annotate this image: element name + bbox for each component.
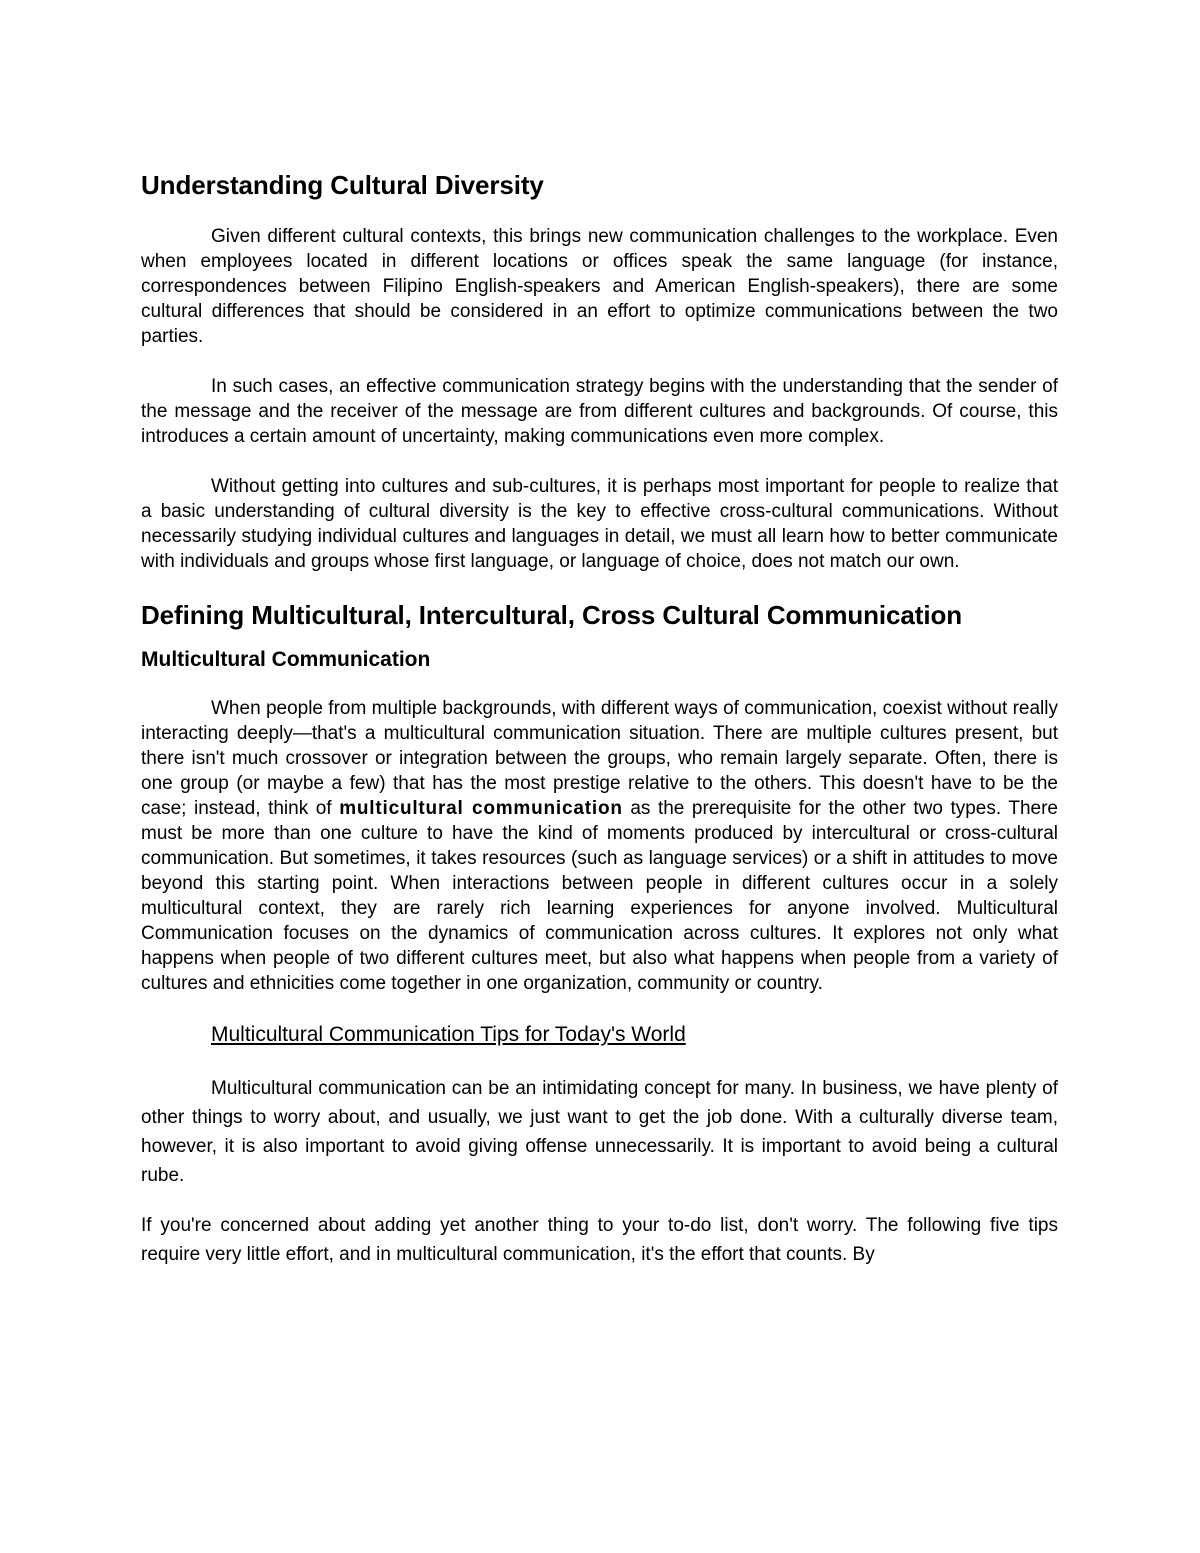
paragraph-cultural-contexts: Given different cultural contexts, this brings new communication challenges to the workplace. Even when employees located in different locations or offices speak the same language (for instance, correspondences between Filipino English-speakers and American English-speakers), there are some cultural differences that should be considered in an effort to optimize communications between the two parties. [141, 226, 1058, 347]
paragraph-tips-intro: Multicultural communication can be an intimidating concept for many. In business, we have plenty of other things to worry about, and usually, we just want to get the job done. With a culturally diverse team, however, it is also important to avoid giving offense unnecessarily. It is important to avoid being a cultural rube. [141, 1078, 1058, 1186]
document-page [141, 168, 1058, 1290]
subtitle-multicultural-communication: Multicultural Communication [141, 648, 431, 671]
section-title-understanding-cultural-diversity: Understanding Cultural Diversity [141, 170, 544, 200]
paragraph-multicultural-part-1: When people from multiple backgrounds, with different ways of communication, coexist without really interacting deeply—that's a multicultural communication situation. There are multiple cultures present, but there isn't much crossover or integration between the groups, who remain largely separate. Often, there is one group (or maybe a few) that has the most prestige relative to the others. This doesn't have to be the case; instead, think of [141, 698, 1058, 819]
paragraph-tips-five: If you're concerned about adding yet another thing to your to-do list, don't worry. The following five tips require very little effort, and in multicultural communication, it's the effort that counts. By [141, 1215, 1058, 1265]
tips-heading: Multicultural Communication Tips for Today's World [211, 1023, 686, 1046]
paragraph-cultural-diversity-key: Without getting into cultures and sub-cultures, it is perhaps most important for people to realize that a basic understanding of cultural diversity is the key to effective cross-cultural communications. Without necessarily studying individual cultures and languages in detail, we must all learn how to better communicate with individuals and groups whose first language, or language of choice, does not match our own. [141, 476, 1058, 572]
paragraph-multicultural-part-2: as the prerequisite for the other two types. There must be more than one culture to have the kind of moments produced by intercultural or cross-cultural communication. But sometimes, it takes resources (such as language services) or a shift in attitudes to move beyond this starting point. When interactions between people in different cultures occur in a solely multicultural context, they are rarely rich learning experiences for anyone involved. Multicultural Communication focuses on the dynamics of communication across cultures. It explores not only what happens when people of two different cultures meet, but also what happens when people from a variety of cultures and ethnicities come together in one organization, community or country. [141, 798, 1058, 994]
paragraph-communication-strategy: In such cases, an effective communication strategy begins with the understanding that the sender of the message and the receiver of the message are from different cultures and backgrounds. Of course, this introduces a certain amount of uncertainty, making communications even more complex. [141, 376, 1058, 447]
paragraph-multicultural-definition [141, 696, 1058, 996]
section-title-defining-communication: Defining Multicultural, Intercultural, Cross Cultural Communication [141, 600, 963, 630]
bold-term-multicultural-communication: multicultural communication [339, 798, 623, 819]
